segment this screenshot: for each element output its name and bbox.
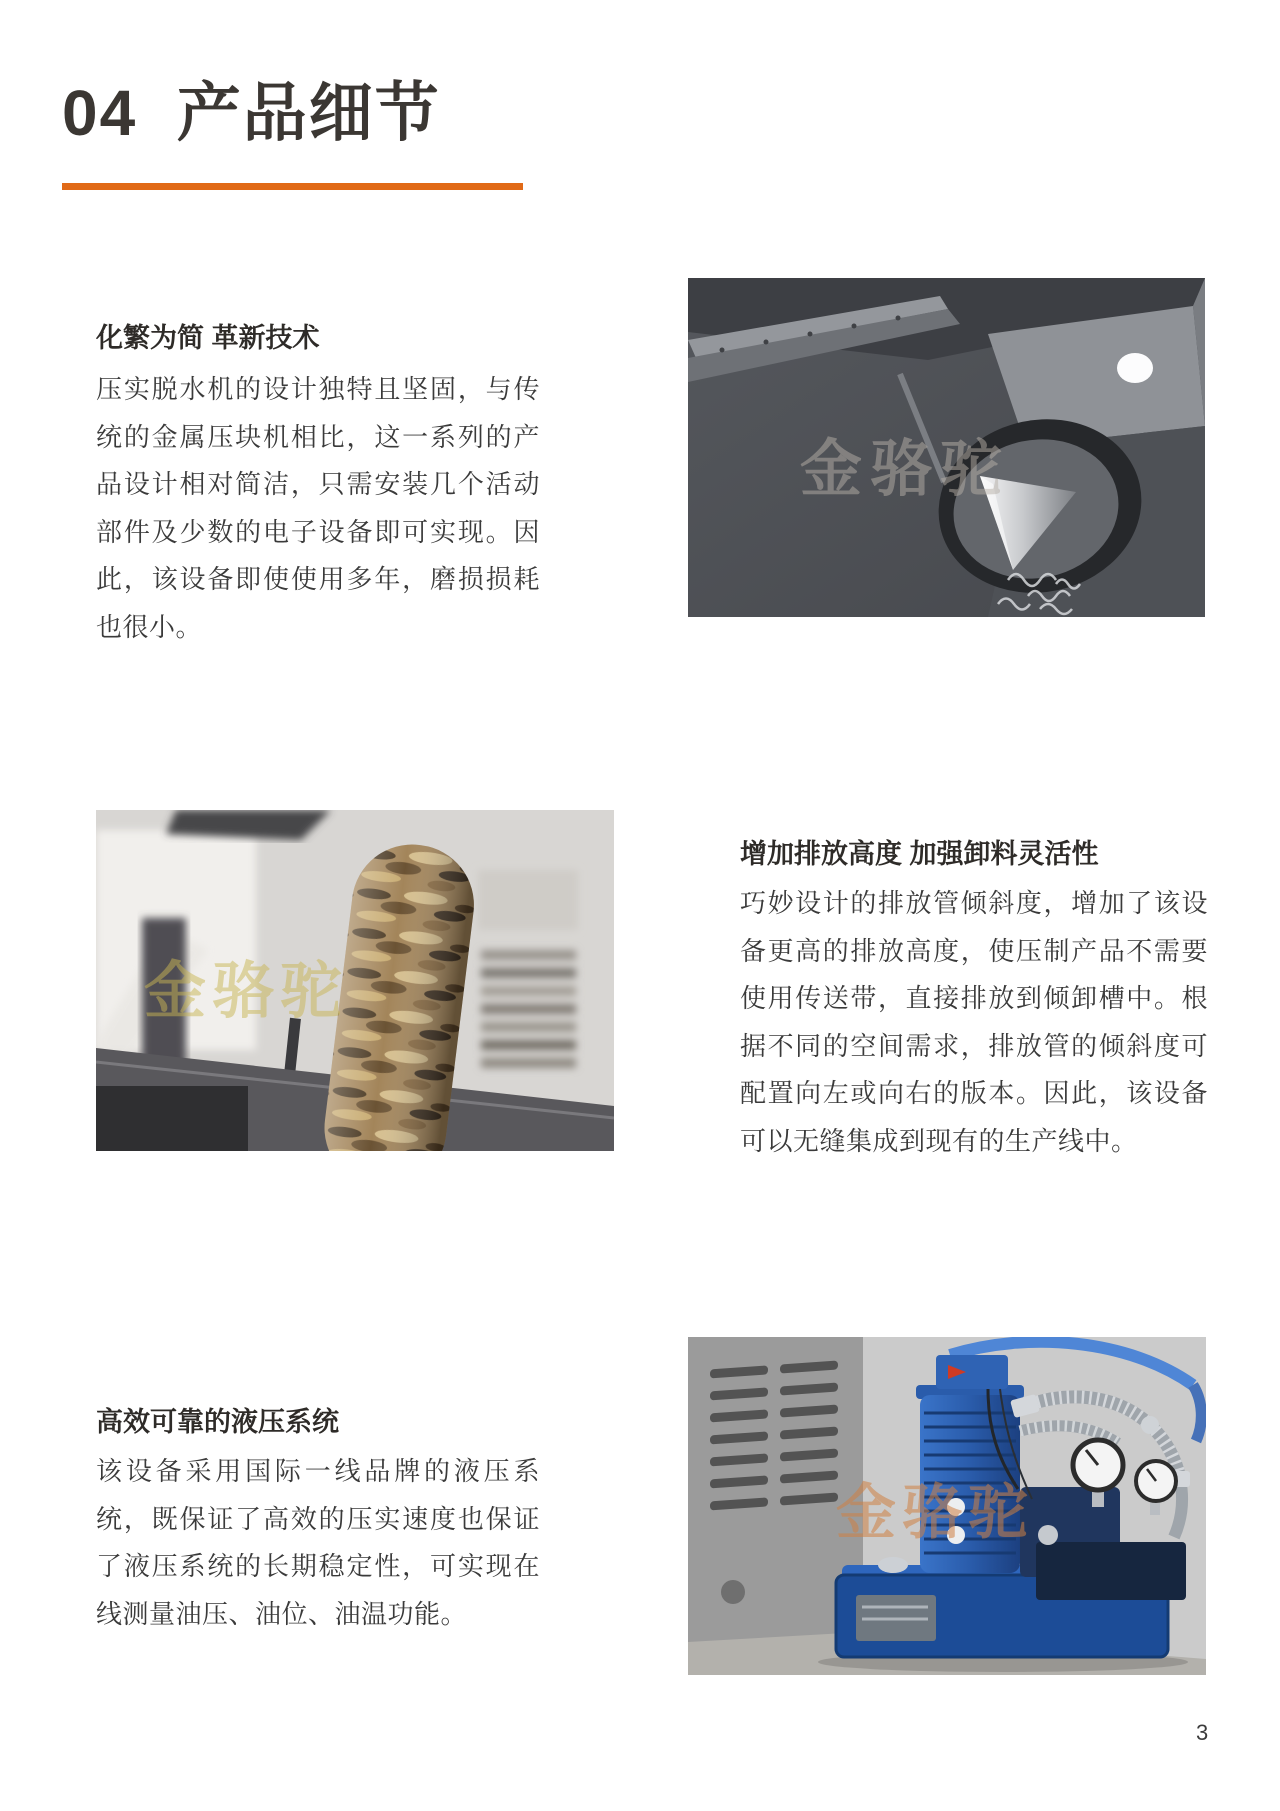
briquette-illustration [96,810,614,1151]
watermark-text: 金骆驼 [836,1479,1034,1546]
section-heading-simplified-tech: 化繁为简 革新技术 [96,323,320,353]
section-body-simplified-tech: 压实脱水机的设计独特且坚固，与传统的金属压块机相比，这一系列的产品设计相对简洁，只需安装几个活动部件及少数的电子设备即可实现。因此，该设备即使使用多年，磨损损耗也很小。 [96,374,540,642]
page-title: 04 产品细节 [62,77,441,149]
briquette-discharge-photo [96,810,614,1151]
section-heading-hydraulic-system: 高效可靠的液压系统 [96,1407,339,1437]
title-accent-rule [62,183,523,190]
section-body-discharge-height: 巧妙设计的排放管倾斜度，增加了该设备更高的排放高度，使压制产品不需要使用传送带，直接排放到倾卸槽中。根据不同的空间需求，排放管的倾斜度可配置向左或向右的版本。因此，该设备可以无缝集成到现有的生产线中。 [740,888,1208,1156]
hopper-interior-illustration [688,278,1205,617]
watermark-text: 金骆驼 [144,957,349,1026]
page-number: 3 [1196,1720,1209,1745]
hydraulic-unit-illustration [688,1337,1206,1675]
watermark-text: 金骆驼 [800,435,1011,504]
section-body-hydraulic-system: 该设备采用国际一线品牌的液压系统，既保证了高效的压实速度也保证了液压系统的长期稳定性，可实现在线测量油压、油位、油温功能。 [96,1456,540,1629]
hydraulic-system-photo [688,1337,1206,1675]
hopper-interior-photo [688,278,1205,617]
section-heading-discharge-height: 增加排放高度 加强卸料灵活性 [740,839,1099,869]
